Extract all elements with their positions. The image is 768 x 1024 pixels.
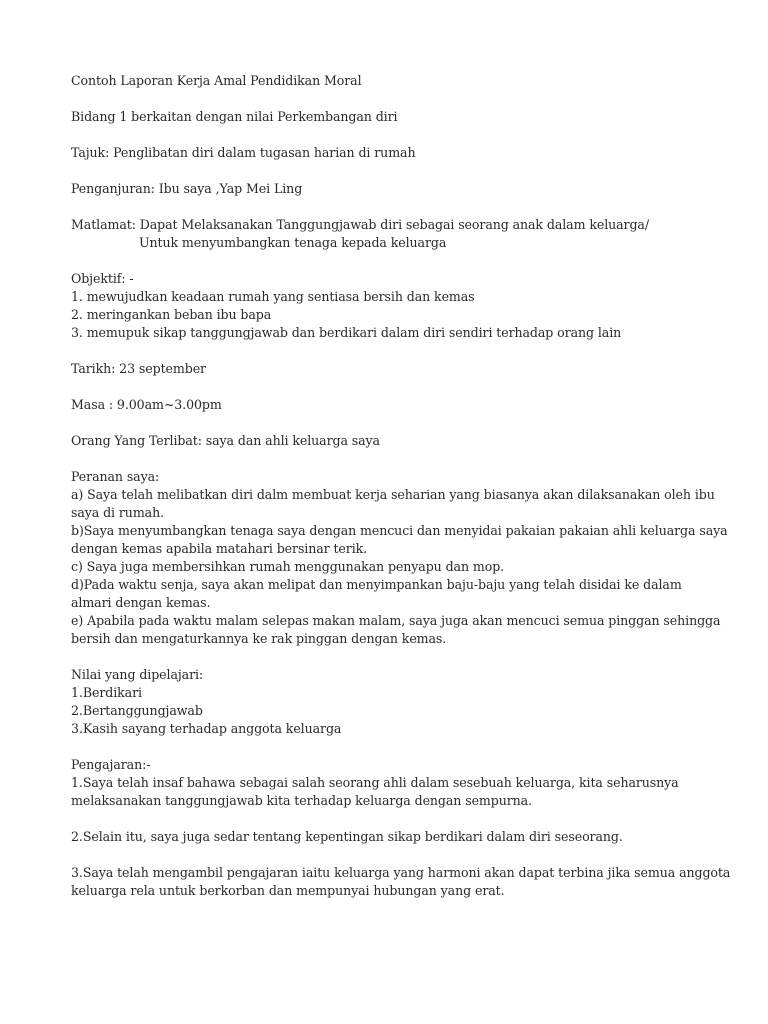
- pengajaran-paragraph-3: [71, 864, 731, 900]
- peranan-line: a) Saya telah melibatkan diri dalm membuat kerja seharian yang biasanya akan dilaksanakan oleh ibu: [71, 487, 715, 502]
- peranan-line: bersih dan mengaturkannya ke rak pinggan dengan kemas.: [71, 631, 447, 646]
- masa-paragraph: [71, 396, 731, 414]
- orang-terlibat-text: Orang Yang Terlibat: saya dan ahli keluarga saya: [71, 433, 380, 448]
- objektif-section: [71, 270, 731, 342]
- peranan-section: [71, 468, 731, 648]
- nilai-item: 1.Berdikari: [71, 685, 142, 700]
- penganjuran-text: Penganjuran: Ibu saya ,Yap Mei Ling: [71, 181, 303, 196]
- objektif-item: 1. mewujudkan keadaan rumah yang sentiasa bersih dan kemas: [71, 289, 475, 304]
- peranan-line: dengan kemas apabila matahari bersinar terik.: [71, 541, 368, 556]
- pengajaran-line: melaksanakan tanggungjawab kita terhadap keluarga dengan sempurna.: [71, 793, 532, 808]
- nilai-heading: Nilai yang dipelajari:: [71, 667, 204, 682]
- masa-text: Masa : 9.00am~3.00pm: [71, 397, 222, 412]
- peranan-line: c) Saya juga membersihkan rumah menggunakan penyapu dan mop.: [71, 559, 505, 574]
- matlamat-paragraph: [71, 216, 731, 252]
- pengajaran-line: keluarga rela untuk berkorban dan mempunyai hubungan yang erat.: [71, 883, 505, 898]
- peranan-line: e) Apabila pada waktu malam selepas makan malam, saya juga akan mencuci semua pinggan sehingga: [71, 613, 721, 628]
- bidang-text: Bidang 1 berkaitan dengan nilai Perkembangan diri: [71, 109, 398, 124]
- title-text: Contoh Laporan Kerja Amal Pendidikan Moral: [71, 73, 362, 88]
- tarikh-paragraph: [71, 360, 731, 378]
- nilai-item: 2.Bertanggungjawab: [71, 703, 203, 718]
- pengajaran-line: 2.Selain itu, saya juga sedar tentang kepentingan sikap berdikari dalam diri seseorang.: [71, 829, 623, 844]
- orang-terlibat-paragraph: [71, 432, 731, 450]
- pengajaran-line: 1.Saya telah insaf bahawa sebagai salah seorang ahli dalam sesebuah keluarga, kita seharusnya: [71, 775, 679, 790]
- objektif-heading: Objektif: -: [71, 271, 134, 286]
- objektif-item: 3. memupuk sikap tanggungjawab dan berdikari dalam diri sendiri terhadap orang lain: [71, 325, 622, 340]
- matlamat-line-2: Untuk menyumbangkan tenaga kepada keluarga: [139, 235, 447, 250]
- tarikh-text: Tarikh: 23 september: [71, 361, 206, 376]
- peranan-line: almari dengan kemas.: [71, 595, 211, 610]
- objektif-item: 2. meringankan beban ibu bapa: [71, 307, 272, 322]
- pengajaran-heading: Pengajaran:-: [71, 757, 151, 772]
- pengajaran-line: 3.Saya telah mengambil pengajaran iaitu keluarga yang harmoni akan dapat terbina jika semua anggota: [71, 865, 731, 880]
- matlamat-line-1: Matlamat: Dapat Melaksanakan Tanggungjawab diri sebagai seorang anak dalam keluarga/: [71, 217, 649, 232]
- peranan-line: d)Pada waktu senja, saya akan melipat dan menyimpankan baju-baju yang telah disidai ke dalam: [71, 577, 682, 592]
- peranan-line: saya di rumah.: [71, 505, 164, 520]
- nilai-item: 3.Kasih sayang terhadap anggota keluarga: [71, 721, 342, 736]
- document-body: [71, 72, 731, 918]
- pengajaran-section: [71, 756, 731, 810]
- penganjuran-paragraph: [71, 180, 731, 198]
- bidang-paragraph: [71, 108, 731, 126]
- pengajaran-paragraph-2: [71, 828, 731, 846]
- peranan-line: b)Saya menyumbangkan tenaga saya dengan mencuci dan menyidai pakaian pakaian ahli keluarga saya: [71, 523, 728, 538]
- document-title: [71, 72, 731, 90]
- peranan-heading: Peranan saya:: [71, 469, 160, 484]
- nilai-section: [71, 666, 731, 738]
- tajuk-text: Tajuk: Penglibatan diri dalam tugasan harian di rumah: [71, 145, 416, 160]
- tajuk-paragraph: [71, 144, 731, 162]
